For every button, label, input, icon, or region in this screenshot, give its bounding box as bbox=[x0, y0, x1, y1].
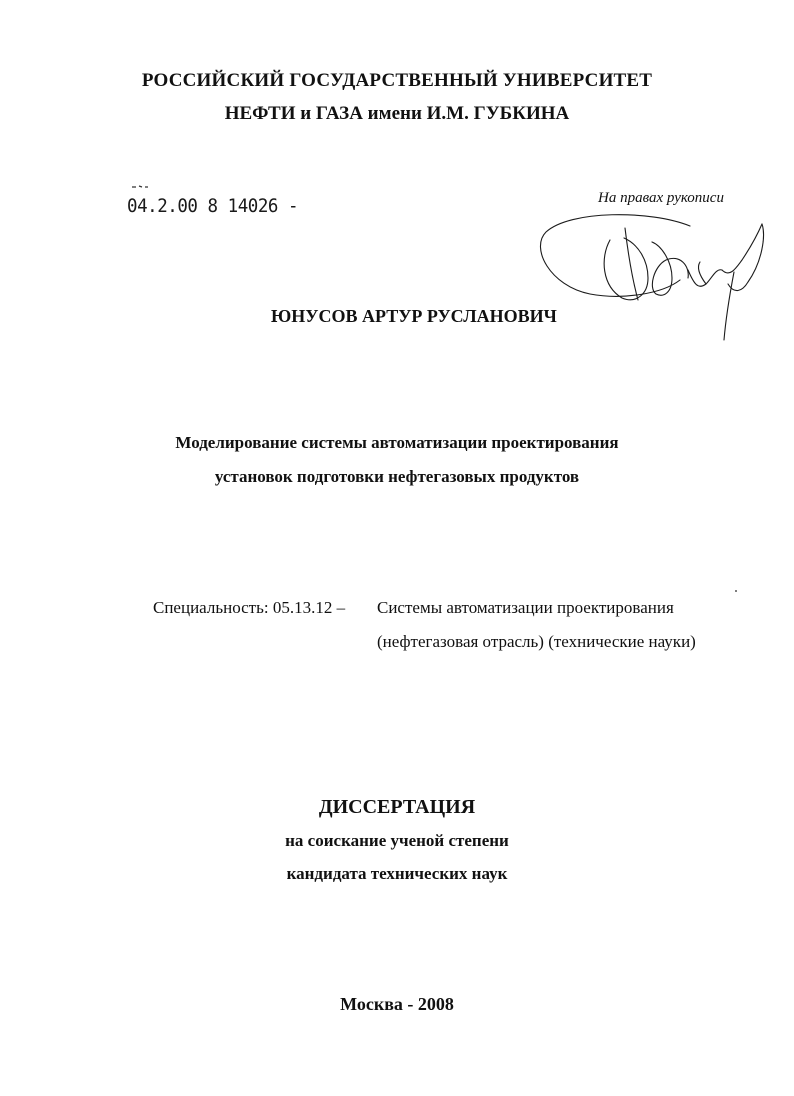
dissertation-title-line1: Моделирование системы автоматизации проектирования bbox=[175, 433, 619, 452]
author-name: ЮНУСОВ АРТУР РУСЛАНОВИЧ bbox=[271, 306, 557, 326]
scan-speck bbox=[735, 590, 737, 592]
degree-line1: на соискание ученой степени bbox=[285, 831, 509, 850]
author-signature bbox=[530, 198, 780, 348]
specialty-value-line1: Системы автоматизации проектирования bbox=[377, 598, 674, 617]
document-type-heading: ДИССЕРТАЦИЯ bbox=[318, 796, 476, 818]
registration-number: 04.2.00 8 14026 - bbox=[127, 195, 299, 217]
specialty-value-line2: (нефтегазовая отрасль) (технические науки) bbox=[377, 632, 696, 651]
university-name-line1: РОССИЙСКИЙ ГОСУДАРСТВЕННЫЙ УНИВЕРСИТЕТ bbox=[141, 70, 653, 91]
dissertation-title-line2: установок подготовки нефтегазовых продуктов bbox=[214, 467, 580, 486]
manuscript-rights-note: На правах рукописи bbox=[598, 190, 724, 206]
specialty-label: Специальность: 05.13.12 – bbox=[153, 598, 346, 617]
university-name-line2: НЕФТИ и ГАЗА имени И.М. ГУБКИНА bbox=[224, 103, 570, 124]
registration-stamp-marks bbox=[131, 184, 149, 190]
degree-line2: кандидата технических наук bbox=[286, 864, 508, 883]
city-year: Москва - 2008 bbox=[340, 994, 454, 1014]
